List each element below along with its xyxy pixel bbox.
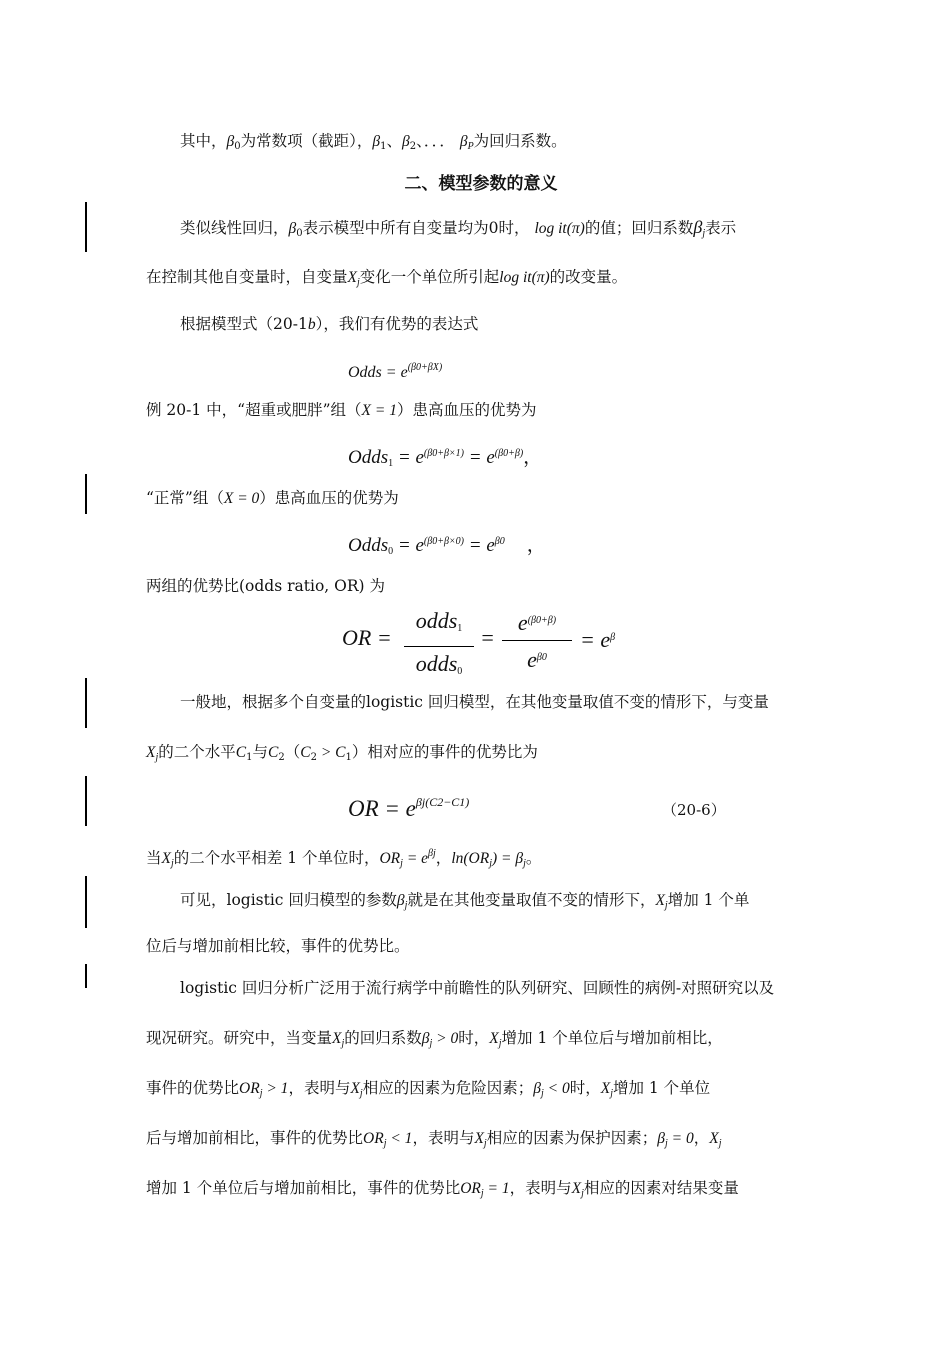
math-text: Odds [348, 447, 389, 468]
math-symbol: β [657, 1130, 665, 1147]
subscript: j [498, 1038, 502, 1049]
text: 后与增加前相比，事件的优势比 [146, 1129, 364, 1147]
paragraph-normal-group [146, 486, 816, 511]
fraction-bar [404, 646, 474, 647]
subscript: j [483, 1138, 487, 1149]
paragraph-meaning-cont [146, 265, 816, 295]
subscript: 1 [380, 141, 387, 152]
fraction-odds [404, 606, 474, 687]
text: 的二个水平相差 1 个单位时， [173, 849, 380, 867]
equals-sign: = [480, 625, 495, 650]
math-logit: log it(π) [499, 269, 550, 286]
text: ）患高血压的优势为 [396, 401, 537, 419]
text: ， [435, 849, 452, 867]
subscript: P [467, 141, 474, 152]
math-symbol: β [402, 133, 410, 150]
subscript: 1 [457, 623, 463, 634]
text: 其中， [180, 132, 227, 150]
paragraph-levels [146, 740, 816, 770]
paragraph-visible [180, 888, 816, 918]
paragraph-unit-diff [146, 842, 816, 876]
text: 增加 1 个单位 [612, 1079, 711, 1097]
text: 增加 1 个单位后与增加前相比， [501, 1029, 723, 1047]
paragraph-visible-cont: 位后与增加前相比较，事件的优势比。 [146, 937, 410, 955]
paragraph-example [146, 398, 816, 423]
math-text: = 1 [483, 1180, 510, 1197]
text: ），我们有优势的表达式 [315, 315, 479, 333]
math-text: = e [402, 850, 429, 867]
equation-or-rhs [580, 624, 615, 654]
math-text: X = 0 [223, 490, 260, 507]
text: （ [284, 743, 301, 761]
text: b [307, 316, 316, 333]
math-symbol: X [655, 892, 665, 909]
subscript: j [664, 1138, 668, 1149]
text: 增加 1 个单 [667, 891, 750, 909]
equation-number: （20-6） [662, 801, 726, 819]
subscript: j [404, 900, 408, 911]
math-symbol: X [709, 1130, 719, 1147]
subscript: 1 [246, 752, 253, 763]
change-bar [85, 678, 87, 728]
text: 与 [252, 743, 268, 761]
math-text: odds [415, 651, 458, 677]
math-symbol: β [421, 1030, 430, 1047]
subscript: 2 [310, 752, 317, 763]
subscript: j [718, 1138, 722, 1149]
text: 相应的因素为危险因素； [362, 1079, 534, 1097]
math-text: < 0 [543, 1080, 570, 1097]
math-text: X = 1 [361, 402, 397, 419]
fraction-denominator [404, 649, 474, 687]
equation-odds0 [348, 528, 546, 566]
change-bar [85, 876, 87, 928]
math-text: OR [460, 1180, 481, 1197]
text: 的回归系数 [344, 1029, 422, 1047]
text: 根据模型式（20-1 [180, 315, 308, 333]
text: 的改变量。 [549, 268, 628, 286]
subscript: j [489, 858, 492, 869]
math-symbol: β [226, 133, 235, 150]
subscript: 2 [278, 752, 285, 763]
paragraph-general: 一般地，根据多个自变量的logistic 回归模型，在其他变量取值不变的情形下，与变量 [180, 693, 769, 711]
change-bar [85, 964, 87, 988]
math-text: < 1 [386, 1130, 413, 1147]
math-text: = e [464, 535, 495, 556]
math-symbol: β [533, 1080, 541, 1097]
text: ，表明与 [288, 1079, 351, 1097]
math-text: e [517, 610, 528, 635]
math-symbol: X [161, 850, 171, 867]
equation-odds [348, 354, 442, 387]
subscript: 0 [388, 546, 394, 557]
text: 事件的优势比 [146, 1079, 240, 1097]
text: 表示 [705, 219, 737, 237]
text: “正常”组（ [146, 489, 224, 507]
math-symbol: C [235, 744, 247, 761]
text: 时， [458, 1029, 490, 1047]
subscript: j [341, 1038, 345, 1049]
subscript: j [359, 1088, 363, 1099]
math-symbol: X [474, 1130, 484, 1147]
subscript: j [155, 752, 159, 763]
subscript: j [664, 900, 668, 911]
subscript: 1 [388, 458, 394, 469]
superscript: β0 [536, 652, 547, 664]
fraction-exp [502, 606, 572, 675]
text: 、．．． [416, 132, 455, 150]
text: 的值；回归系数 [584, 219, 694, 237]
subscript: j [610, 1088, 613, 1099]
subscript: j [523, 858, 526, 869]
math-symbol: X [350, 1080, 360, 1097]
text: 的二个水平 [158, 743, 236, 761]
math-symbol: X [332, 1030, 342, 1047]
equation-odds1 [348, 440, 542, 478]
text: 就是在其他变量取值不变的情形下， [407, 891, 656, 909]
superscript: βj [428, 848, 436, 859]
text: 、 [386, 132, 403, 150]
paragraph-odds-ratio: 两组的优势比(odds ratio, OR) 为 [146, 577, 385, 595]
text: 现况研究。研究中，当变量 [146, 1029, 333, 1047]
text: ， [693, 1129, 710, 1147]
text: 在控制其他自变量时，自变量 [146, 268, 348, 286]
superscript: βj(C2−C1) [415, 795, 470, 809]
change-bar [85, 776, 87, 826]
math-symbol: X [146, 744, 156, 761]
fraction-numerator [502, 606, 572, 638]
math-text: OR [379, 850, 401, 867]
math-text: > [316, 744, 336, 761]
math-symbol: X [347, 269, 357, 286]
subscript: 0 [296, 228, 303, 239]
math-symbol: β [396, 892, 405, 909]
subscript: j [581, 1188, 584, 1199]
math-symbol: C [268, 744, 279, 761]
math-text: > 1 [262, 1080, 289, 1097]
text: 可见，logistic 回归模型的参数 [180, 891, 397, 909]
subscript: 0 [457, 666, 463, 678]
section-heading: 二、模型参数的意义 [404, 174, 558, 194]
math-text: ， [523, 447, 543, 468]
subscript: 0 [234, 141, 241, 152]
superscript: (β0+β) [527, 615, 557, 626]
equation-20-6 [348, 788, 469, 823]
math-symbol: C [335, 744, 346, 761]
subscript: 2 [409, 141, 417, 152]
equation-or-lhs: OR = [342, 625, 392, 650]
text: ，表明与 [412, 1129, 475, 1147]
math-text: > 0 [432, 1030, 459, 1047]
math-text: Odds = e [348, 364, 408, 381]
text: 增加 1 个单位后与增加前相比，事件的优势比 [146, 1179, 461, 1197]
superscript: β [610, 632, 616, 643]
math-text: e [527, 647, 537, 673]
math-symbol: β [693, 217, 703, 237]
subscript: j [170, 858, 174, 869]
superscript: (β0+β×0) [423, 536, 465, 547]
math-text: ) = β [491, 850, 524, 867]
math-text: Odds [348, 535, 389, 556]
fraction-bar [502, 640, 572, 641]
paragraph-usage-4 [146, 1126, 816, 1156]
superscript: (β0+β×1) [423, 448, 465, 459]
superscript: β0 [494, 536, 505, 547]
math-text: OR = e [348, 796, 416, 821]
math-symbol: β [459, 133, 468, 150]
math-text: = e [393, 535, 424, 556]
subscript: j [259, 1088, 263, 1099]
fraction-denominator [502, 643, 572, 675]
paragraph-usage-2 [146, 1026, 816, 1056]
math-symbol: C [300, 744, 311, 761]
math-symbol: X [489, 1030, 499, 1047]
math-text: OR [363, 1130, 384, 1147]
text: 表示模型中所有自变量均为0时， [302, 219, 530, 237]
change-bar [85, 474, 87, 514]
paragraph-intercept [180, 129, 816, 159]
paragraph-meaning [180, 215, 816, 246]
math-symbol: X [600, 1080, 611, 1097]
math-text: ， [526, 535, 546, 556]
text: 为常数项（截距）， [240, 132, 373, 150]
math-text: odds [415, 608, 458, 633]
subscript: j [356, 277, 360, 288]
text: 相应的因素为保护因素； [486, 1129, 658, 1147]
subscript: j [383, 1138, 387, 1149]
paragraph-usage: logistic 回归分析广泛用于流行病学中前瞻性的队列研究、回顾性的病例-对照研究以及 [180, 979, 775, 997]
superscript: (β0+β) [494, 448, 524, 459]
change-bar [85, 202, 87, 252]
math-symbol: X [571, 1180, 582, 1197]
subscript: j [400, 858, 403, 869]
math-text: ln(OR [451, 850, 490, 867]
math-symbol: β [372, 133, 381, 150]
paragraph-model-ref [180, 312, 816, 337]
subscript: j [540, 1088, 544, 1099]
text: 当 [146, 849, 162, 867]
math-text: = e [393, 447, 424, 468]
text: ）相对应的事件的优势比为 [351, 743, 538, 761]
paragraph-usage-5 [146, 1176, 816, 1206]
text: 类似线性回归， [180, 219, 289, 237]
superscript: (β0+βX) [407, 362, 443, 373]
text: ）患高血压的优势为 [259, 489, 399, 507]
fraction-numerator [404, 606, 474, 644]
text: 时， [569, 1079, 601, 1097]
math-logit: log it(π) [534, 220, 585, 237]
text: 。 [525, 849, 542, 867]
paragraph-usage-3 [146, 1076, 816, 1106]
math-text: = 0 [667, 1130, 694, 1147]
text: 例 20-1 中，“超重或肥胖”组（ [146, 401, 362, 419]
text: 变化一个单位所引起 [359, 268, 500, 286]
text: ，表明与 [509, 1179, 572, 1197]
text: 相应的因素对结果变量 [583, 1179, 739, 1197]
subscript: j [480, 1188, 484, 1199]
math-symbol: β [288, 220, 297, 237]
math-text: OR [239, 1080, 260, 1097]
math-text: = e [464, 447, 495, 468]
subscript: 1 [345, 752, 352, 763]
subscript: j [702, 228, 706, 239]
math-text: = e [580, 627, 611, 652]
text: 为回归系数。 [473, 132, 567, 150]
subscript: j [429, 1038, 433, 1049]
